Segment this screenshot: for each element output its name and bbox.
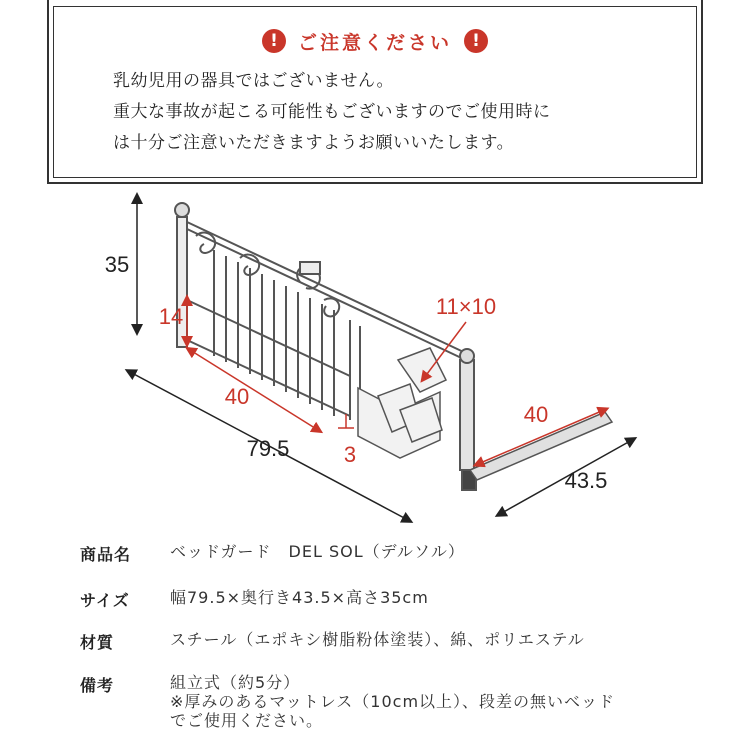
- caution-line: 乳幼児用の器具ではございません。: [113, 71, 395, 91]
- height-label: 35: [104, 252, 130, 277]
- spec-label: 材質: [80, 633, 115, 652]
- inner-width-label: 40: [224, 384, 250, 409]
- width-label: 79.5: [246, 436, 290, 461]
- spec-label: 商品名: [80, 545, 132, 564]
- caution-box: [47, 0, 703, 184]
- pocket-height-label: 14: [158, 304, 184, 329]
- spec-value-line: ベッドガード DEL SOL（デルソル）: [170, 542, 465, 561]
- spec-row-product-name: [80, 542, 720, 565]
- caution-line: は十分ご注意いただきますようお願いいたします。: [113, 133, 515, 153]
- spec-value: [170, 630, 585, 653]
- warning-icon: !: [464, 29, 488, 53]
- spec-value-line: 組立式（約5分）: [170, 673, 301, 692]
- caution-text: [113, 66, 673, 159]
- warning-icon: !: [262, 29, 286, 53]
- spec-value-line: ※厚みのあるマットレス（10cm以上）、段差の無いベッド: [170, 692, 616, 711]
- spec-row-size: [80, 588, 720, 611]
- gap-label: 3: [343, 442, 357, 467]
- spec-value: [170, 542, 465, 565]
- bar-length-label: 40: [523, 402, 549, 427]
- spec-value-line: 幅79.5×奥行き43.5×高さ35cm: [170, 588, 429, 607]
- spec-row-notes: [80, 673, 720, 730]
- guard-frame: [175, 203, 476, 490]
- bed-guard-diagram: [0, 184, 750, 544]
- spec-value-line: スチール（エポキシ樹脂粉体塗装）、綿、ポリエステル: [170, 630, 585, 649]
- spec-value: [170, 588, 429, 611]
- pocket-organizer: [358, 348, 446, 458]
- caution-header: [49, 25, 701, 57]
- spec-label: 備考: [80, 676, 115, 695]
- pocket-size-label: 11×10: [435, 294, 497, 319]
- spec-value-line: でご使用ください。: [170, 711, 324, 730]
- caution-line: 重大な事故が起こる可能性もございますのでご使用時に: [113, 102, 551, 122]
- caution-title: ご注意ください: [297, 31, 452, 54]
- spec-label: サイズ: [80, 591, 130, 610]
- depth-label: 43.5: [564, 468, 608, 493]
- spec-row-material: [80, 630, 720, 653]
- spec-value: [170, 673, 615, 730]
